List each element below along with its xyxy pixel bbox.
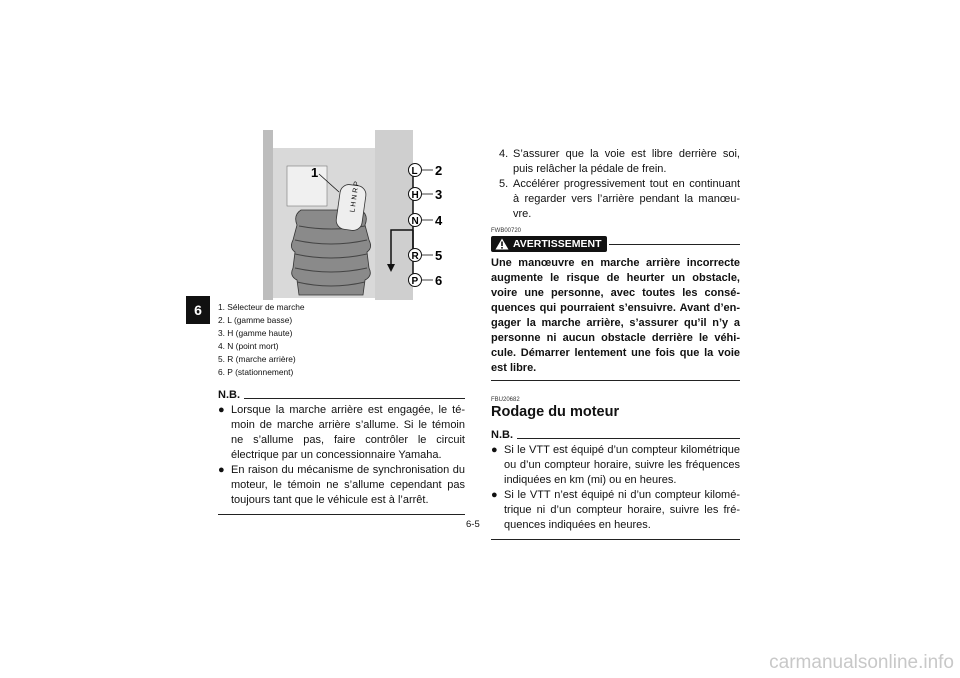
note-bullet-text: Si le VTT est équipé d’un compteur kilométrique ou d’un compteur horaire, suivre les fréquences indiquées en km (mi) ou en heures.	[504, 444, 740, 486]
section-title: Rodage du moteur	[491, 404, 620, 420]
right-column	[491, 147, 740, 540]
gear-letter-p: P	[411, 276, 419, 287]
bullet-icon: ●	[491, 444, 498, 456]
warning-rule	[609, 244, 740, 245]
warning-text: Une manœuvre en marche arrière incorrecte augmente le risque de heurter un obstacle, voire une personne, avec toutes les consé-quences qui pourraient s’ensuivre. Avant d’en-gager la marche arrière, s’assurer qu’il n’y a personne ni aucun obstacle derrière le véhi-cule. Démarrer lentement une fois que la voie est libre.	[491, 257, 740, 374]
caption-item: 6. P (stationnement)	[218, 367, 294, 377]
caption-item: 4. N (point mort)	[218, 341, 279, 351]
caption-item: 3. H (gamme haute)	[218, 328, 293, 338]
left-note	[218, 389, 465, 515]
caption-item: 2. L (gamme basse)	[218, 315, 293, 325]
note-heading: N.B.	[218, 389, 240, 401]
warning-code: FWB00720	[491, 228, 522, 234]
note-heading-row	[491, 429, 740, 441]
note-bullets	[491, 443, 740, 533]
step-item	[491, 177, 740, 222]
note-end-rule	[218, 514, 465, 515]
step-number: 4.	[499, 148, 509, 160]
note-bullet	[218, 463, 465, 508]
gear-letter-h: H	[411, 190, 419, 201]
note-bullet-text: Si le VTT n’est équipé ni d’un compteur kilomé-trique ni d’un compteur horaire, suivre les fré-quences indiquées en heures.	[504, 489, 740, 531]
bullet-icon: ●	[491, 489, 498, 501]
warning-badge	[491, 236, 607, 252]
gear-selector-illustration	[263, 130, 463, 300]
step-item	[491, 147, 740, 177]
warning-heading-row	[491, 236, 740, 252]
caption-item: 1. Sélecteur de marche	[218, 302, 305, 312]
step-text: S’assurer que la voie est libre derrière soi, puis relâcher la pédale de frein.	[513, 148, 740, 175]
note-end-rule	[491, 539, 740, 540]
callout-1: 1	[311, 165, 319, 180]
note-bullet	[491, 488, 740, 533]
callout-5: 5	[435, 248, 443, 263]
note-bullet-text: Lorsque la marche arrière est engagée, le té-moin de marche arrière s’allume. Si le témoin ne s’allume pas, faire contrôler le circuit électrique par un concessionnaire Yamaha.	[231, 404, 465, 461]
note-bullet	[491, 443, 740, 488]
note-bullet	[218, 403, 465, 463]
gear-selector-drawing	[263, 130, 463, 300]
warning-label: AVERTISSEMENT	[513, 238, 602, 250]
note-bullet-text: En raison du mécanisme de synchronisation du moteur, le témoin ne s’allume cependant pas toujours tant que le véhicule est à l’arrêt.	[231, 464, 465, 506]
bullet-icon: ●	[218, 404, 225, 416]
callout-3: 3	[435, 187, 443, 202]
gear-letter-n: N	[411, 216, 419, 227]
figure-captions	[218, 301, 458, 379]
note-heading: N.B.	[491, 429, 513, 441]
note-bullets	[218, 403, 465, 508]
warning-end-rule	[491, 380, 740, 381]
watermark: carmanualsonline.info	[769, 652, 954, 673]
page-number: 6-5	[466, 519, 480, 530]
callout-4: 4	[435, 213, 443, 228]
warning-triangle-icon	[495, 238, 509, 250]
gear-letter-r: R	[411, 251, 419, 262]
step-text: Accélérer progressivement tout en continuant à regarder vers l’arrière pendant la manœu-vre.	[513, 178, 740, 220]
note-rule	[244, 398, 465, 399]
svg-text:L H N R P: L H N R P	[349, 180, 361, 213]
section-tab: 6	[186, 296, 210, 324]
bullet-icon: ●	[218, 464, 225, 476]
section-code: FBU20682	[491, 397, 520, 403]
step-number: 5.	[499, 178, 509, 190]
note-heading-row	[218, 389, 465, 401]
note-rule	[517, 438, 740, 439]
procedure-steps	[491, 147, 740, 222]
callout-2: 2	[435, 163, 443, 178]
callout-6: 6	[435, 273, 443, 288]
gear-letter-l: L	[411, 166, 418, 177]
caption-item: 5. R (marche arrière)	[218, 354, 296, 364]
